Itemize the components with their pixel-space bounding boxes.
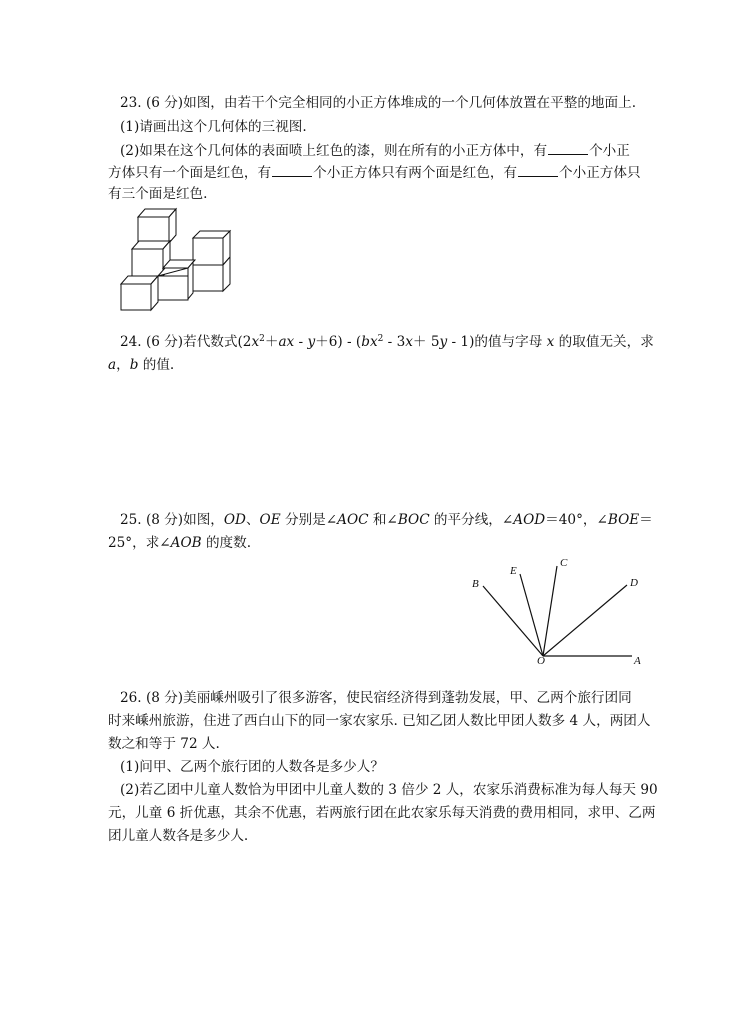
ray-ob (483, 586, 543, 656)
q23-part2-text-b: 个小正 (589, 143, 630, 159)
label-c: C (560, 557, 568, 569)
q23-part2-text-e: 个小正方体只 (559, 165, 641, 181)
angle-aod: AOD (513, 512, 546, 528)
q25-text-7: ＝ (639, 512, 653, 528)
var-a: a (108, 357, 117, 373)
q24-text-7: - 1)的值与字母 (447, 334, 547, 350)
q23-stem: 23. (6 分)如图，由若干个完全相同的小正方体堆成的一个几何体放置在平整的地面上. (120, 95, 637, 111)
q26-stem-line1: 26. (8 分)美丽嵊州吸引了很多游客，使民宿经济得到蓬勃发展，甲、乙两个旅行团同 (120, 690, 632, 706)
q26-stem-line3: 数之和等于 72 人. (108, 736, 220, 752)
q25-text-6: ＝40°，∠ (545, 512, 608, 528)
q24-text-4: ＋6) - ( (315, 334, 362, 350)
q24-text-8: 的取值无关，求 (554, 334, 654, 350)
q24-text-3: - (294, 334, 308, 350)
ray-oc (543, 566, 557, 656)
q26-part2-line1: (2)若乙团中儿童人数恰为甲团中儿童人数的 3 倍少 2 人，农家乐消费标准为每人每天 90 (120, 782, 658, 798)
var-x: x (251, 334, 260, 350)
ray-oe-line (520, 574, 543, 656)
q25-text-3: 分别是∠ (280, 512, 338, 528)
q25-text-2: 、 (245, 512, 260, 528)
q26-part1: (1)问甲、乙两个旅行团的人数各是多少人？ (120, 759, 384, 775)
angle-aoc: AOC (337, 512, 369, 528)
q23-part1: (1)请画出这个几何体的三视图. (120, 119, 307, 135)
exponent: 2 (377, 334, 384, 344)
term-ax: ax (278, 334, 295, 350)
label-b: B (472, 578, 479, 590)
var-b: b (129, 357, 139, 373)
label-o: O (537, 655, 545, 667)
ray-od: OD (223, 512, 246, 528)
q24-text-1: 24. (6 分)若代数式(2 (120, 334, 252, 350)
ray-od-line (543, 585, 627, 656)
q26-part2-line2: 元，儿童 6 折优惠，其余不优惠，若两旅行团在此农家乐每天消费的费用相同，求甲、乙两 (108, 805, 656, 821)
ray-oe: OE (259, 512, 281, 528)
angle-aob: AOB (170, 535, 202, 551)
q23-part2-text-a: (2)如果在这个几何体的表面喷上红色的漆，则在所有的小正方体中，有 (120, 143, 548, 159)
q24-text-5: - 3 (383, 334, 406, 350)
var-y: y (439, 334, 448, 350)
exponent: 2 (259, 334, 265, 344)
q24-text-2: ＋ (264, 334, 279, 350)
label-a: A (634, 655, 641, 667)
label-d: D (630, 577, 638, 589)
q26-part2-line3: 团儿童人数各是多少人. (108, 828, 249, 844)
var-y: y (307, 334, 316, 350)
q25-text-4: 和∠ (368, 512, 398, 528)
q25-text-5: 的平分线，∠ (429, 512, 514, 528)
q25-text-9: 的度数. (201, 535, 252, 551)
var-x: x (405, 334, 413, 350)
term-bx: bx (361, 334, 378, 350)
q24-comma: ， (116, 357, 130, 373)
q24-text-end: 的值. (138, 357, 175, 373)
q26-stem-line2: 时来嵊州旅游，住进了西白山下的同一家农家乐. 已知乙团人数比甲团人数多 4 人，两团人 (108, 713, 651, 729)
angle-boe: BOE (607, 512, 640, 528)
var-x: x (546, 334, 555, 350)
q25-text-8: 25°，求∠ (108, 535, 171, 551)
q23-part2-line3: 有三个面是红色. (108, 186, 208, 202)
q23-part2-text-c: 方体只有一个面是红色，有 (108, 165, 272, 181)
q25-text-1: 25. (8 分)如图， (120, 512, 224, 528)
angle-boc: BOC (397, 512, 430, 528)
q24-text-6: ＋ 5 (412, 334, 440, 350)
q23-part2-text-d: 个小正方体只有两个面是红色，有 (313, 165, 518, 181)
label-e: E (510, 565, 517, 577)
